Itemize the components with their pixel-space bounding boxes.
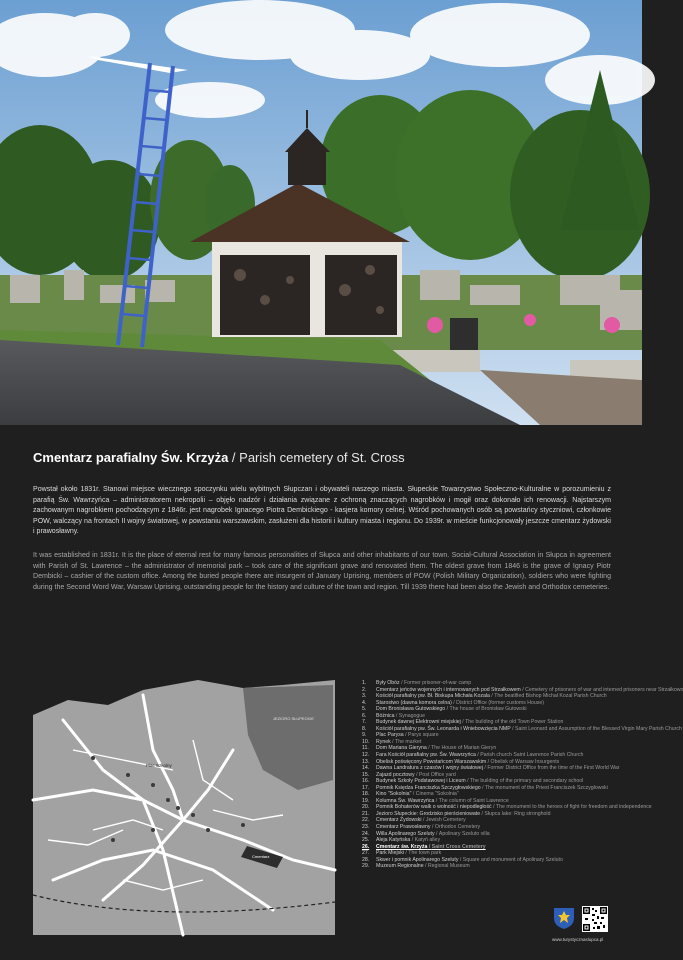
- legend-number: 18.: [362, 791, 370, 798]
- legend-label-pl: Park Miejski: [376, 850, 404, 857]
- legend-label-en: Jewish Cemetery: [425, 817, 466, 824]
- legend-label-en: District Office (former customs House): [456, 699, 544, 706]
- legend-label-en: Saint Leonard and Assumption of the Blessed Virgin Mary Parish Church: [514, 725, 682, 732]
- legend-number: 27.: [362, 850, 370, 857]
- legend-label-en: Saint Cross Cemetery: [431, 843, 486, 850]
- legend-separator: /: [458, 856, 463, 863]
- legend-separator: /: [399, 680, 404, 686]
- legend-separator: /: [491, 804, 496, 811]
- legend-label-en: Square and monument of Apolinary Szeluto: [462, 856, 563, 863]
- legend-number: 26.: [362, 843, 370, 850]
- legend-separator: /: [475, 752, 481, 759]
- legend-label-pl: Muzeum Regionalne: [376, 863, 424, 870]
- legend-number: 23.: [362, 824, 370, 831]
- legend-label-en: The beatified Bishop Michał Kozal Parish Church: [494, 693, 607, 700]
- legend-label-pl: Cmentarz św. Krzyża: [376, 843, 428, 850]
- legend-label-pl: Były Obóz: [376, 680, 400, 686]
- title-en: Parish cemetery of St. Cross: [239, 450, 405, 465]
- legend-label-en: Parish church Saint Lawrence Parish Church: [480, 752, 584, 759]
- legend-number: 24.: [362, 830, 370, 837]
- legend-separator: /: [394, 712, 399, 719]
- legend-label-en: The market: [395, 738, 422, 745]
- legend-separator: /: [423, 863, 428, 870]
- website-url[interactable]: www.turystycznaslupca.pl: [552, 937, 604, 942]
- legend-number: 21.: [362, 810, 370, 817]
- legend-number: 10.: [362, 738, 370, 745]
- legend-label-pl: Jezioro Słupeckie: Grodzisko pierścieniowate: [376, 810, 481, 817]
- legend-label-pl: Cmentarz jeńców wojennych i internowanych pod Strzałkowem: [376, 686, 521, 693]
- town-map: [33, 680, 335, 935]
- legend-number: 22.: [362, 817, 370, 824]
- legend-label-pl: Cmentarz Prawosławny: [376, 824, 431, 831]
- legend-label-pl: Pomnik Księdza Franciszka Szczygłowskiego: [376, 784, 481, 791]
- legend-label-en: Synagogue: [398, 712, 426, 719]
- legend-label-pl: Fara Kościół parafialny pw. Św. Wawrzyńca: [376, 752, 476, 759]
- legend-number: 25.: [362, 837, 370, 844]
- legend-label-pl: Kolumna Św. Wawrzyńca: [376, 797, 435, 804]
- page-title: [33, 450, 623, 465]
- legend-separator: /: [445, 706, 450, 713]
- legend-number: 11.: [362, 745, 369, 752]
- legend-number: 7.: [362, 719, 367, 726]
- legend-separator: /: [520, 686, 526, 693]
- legend-number: 1.: [362, 680, 367, 686]
- legend-label-pl: Skwer i pomnik Apolinarego Szeluty: [376, 856, 459, 863]
- legend-label-en: The building of the old Town Power Station: [465, 719, 564, 726]
- legend-label-pl: Kościół parafialny pw. Św. Leonarda i Wniebowzięcia NMP: [376, 725, 511, 732]
- legend-label-pl: Pomnik Bohaterów walk o wolność i niepodległość: [376, 804, 492, 811]
- lake-label: JEZIORO SŁUPECKIE: [273, 716, 314, 721]
- legend-label-en: The House of Marian Gieryn: [431, 745, 497, 752]
- legend-label-pl: Willa Apolinarego Szeluty: [376, 830, 435, 837]
- legend-label-pl: Kino "Sokolnia": [376, 791, 412, 798]
- legend-label-en: Former prisoner-of-war camp: [403, 680, 472, 686]
- legend-separator: /: [486, 758, 491, 765]
- legend-label-en: Słupca lake: Ring stronghold: [484, 810, 551, 817]
- legend-label-pl: Dawna Landratura z czasów I wojny światowej: [376, 765, 483, 772]
- legend-separator: /: [434, 830, 439, 837]
- legend-label-pl: Cmentarz Żydowski: [376, 817, 422, 824]
- qr-code-icon[interactable]: [582, 906, 608, 932]
- legend-separator: /: [489, 693, 495, 700]
- legend-number: 17.: [362, 784, 370, 791]
- title-separator: /: [228, 450, 240, 465]
- legend-number: 28.: [362, 856, 370, 863]
- legend-number: 13.: [362, 758, 370, 765]
- legend-label-en: Katyń alley: [414, 837, 441, 844]
- legend-label-en: The town park: [408, 850, 442, 857]
- legend-item: [362, 863, 602, 870]
- legend-number: 19.: [362, 797, 370, 804]
- description-en: It was established in 1831r. It is the place of eternal rest for many famous personalities of Słupca and other inhabitants of our town. Social-Cultural Association in Słupca in agreement with Parish of St. Lawrence – the administrator of memorial park – took care of the significant grave and renovated them. The oldest grave from 1846 is the grave of Ignacy Piotr Dembicki – cashier of the custom office. Among the buried people there are insurgent of January Uprising, members of POW (Polish Military Organization), soldiers who were fighting during the Second Word War, Warsaw Uprising, outstanding people for the history and culture of the town and region. Till 1939 there had been also the Jewish and Orthodox cemeteries.: [33, 552, 611, 591]
- legend-label-pl: Aleja Katyńska: [376, 837, 411, 844]
- legend-label-pl: Dom Mariana Gieryna: [376, 745, 427, 752]
- legend-label-en: Regional Museum: [427, 863, 470, 870]
- legend-label-en: Post Office yard: [418, 771, 456, 778]
- legend-separator: /: [510, 725, 515, 732]
- legend-label-pl: Budynek dawnej Elektrowni miejskiej: [376, 719, 461, 726]
- legend-separator: /: [480, 810, 485, 817]
- legend-separator: /: [421, 817, 426, 824]
- legend-separator: /: [411, 791, 416, 798]
- legend-label-pl: Obelisk poświęcony Powstańcom Warszawskim: [376, 758, 487, 765]
- legend-separator: /: [410, 837, 415, 844]
- map-legend: [362, 680, 683, 870]
- cemetery-photo: [0, 0, 642, 425]
- legend-separator: /: [414, 771, 419, 778]
- legend-label-pl: Bóżnica: [376, 712, 395, 719]
- legend-label-en: Orthodox Cemetery: [434, 824, 481, 831]
- legend-label-pl: Dom Bronisława Gutowskiego: [376, 706, 446, 713]
- square-label: Plac Szkolny: [146, 763, 172, 768]
- legend-separator: /: [427, 843, 432, 850]
- legend-number: 8.: [362, 725, 367, 732]
- legend-number: 12.: [362, 752, 370, 759]
- legend-label-pl: Zajazd pocztowy: [376, 771, 415, 778]
- legend-label-pl: Kościół parafialny pw. Bł. Biskupa Michała Kozala: [376, 693, 490, 700]
- legend-label-en: Cinema "Sokolnia": [415, 791, 459, 798]
- legend-number: 2.: [362, 686, 367, 693]
- legend-label-en: The house of Bronisław Gutowski: [449, 706, 527, 713]
- legend-label-pl: Budynek Szkoły Podstawowej i Liceum: [376, 778, 466, 785]
- legend-separator: /: [460, 719, 466, 726]
- legend-label-en: The monument to the heroes of fight for freedom and independence: [495, 804, 652, 811]
- legend-label-en: The column of Saint Lawrence: [438, 797, 509, 804]
- legend-separator: /: [434, 797, 439, 804]
- legend-label-pl: Plac Parysa: [376, 732, 404, 739]
- legend-number: 16.: [362, 778, 370, 785]
- legend-number: 3.: [362, 693, 367, 700]
- legend-number: 9.: [362, 732, 367, 739]
- legend-separator: /: [426, 745, 432, 752]
- legend-label-en: Apolinary Szeluto villa: [438, 830, 490, 837]
- legend-number: 14.: [362, 765, 370, 772]
- legend-separator: /: [451, 699, 457, 706]
- title-pl: Cmentarz parafialny Św. Krzyża: [33, 450, 229, 465]
- description-pl: Powstał około 1831r. Stanowi miejsce wiecznego spoczynku wielu wybitnych Słupczan i obywateli naszego miasta. Słupeckie Towarzystwo Społeczno-Kulturalne w porozumieniu z parafią Św. Wawrzyńca – administratorem nekropolii – objęło nadzór i działania związane z ochroną znaczących nagrobków i mogił oraz dokonało ich renowacji. Najstarszym zachowanym nagrobkiem pochodzącym z 1846r. jest nagrobek Ignacego Piotra Dembickiego - kasjera komory celnej. Wśród pochowanych osób są powstańcy styczniowi, członkowie POW, walczący na frontach II wojny światowej, w powstaniu warszawskim, zasłużeni dla historii i kultury miasta i regionu. Do 1939r. w mieście funkcjonowały jeszcze cmentarz żydowski i prawosławny.: [33, 486, 611, 536]
- legend-separator: /: [480, 784, 485, 791]
- legend-label-en: The building of the primary and secondary school: [470, 778, 584, 785]
- legend-separator: /: [403, 850, 409, 857]
- legend-separator: /: [482, 765, 488, 772]
- legend-separator: /: [403, 732, 409, 739]
- legend-separator: /: [465, 778, 470, 785]
- legend-number: 5.: [362, 706, 367, 713]
- legend-number: 15.: [362, 771, 370, 778]
- legend-number: 20.: [362, 804, 370, 811]
- legend-label-pl: Rynek: [376, 738, 391, 745]
- legend-separator: /: [430, 824, 435, 831]
- legend-number: 4.: [362, 699, 367, 706]
- legend-label-en: The monument of the Priest Franciszek Szczygłowski: [484, 784, 608, 791]
- legend-number: 6.: [362, 712, 367, 719]
- legend-label-en: Former District Office from the time of the First World War: [487, 765, 620, 772]
- legend-label-en: Cemetery of prisoners of war and interned prisoners near Strzałkowo: [525, 686, 683, 693]
- town-crest-icon: [552, 906, 576, 930]
- cemetery-label: Cmentarz: [252, 854, 270, 859]
- legend-label-pl: Starostwo (dawna komora celna): [376, 699, 452, 706]
- legend-number: 29.: [362, 863, 370, 870]
- legend-label-en: Obelisk of Warsaw Insurgents: [490, 758, 560, 765]
- legend-separator: /: [390, 738, 396, 745]
- legend-label-en: Parys square: [408, 732, 439, 739]
